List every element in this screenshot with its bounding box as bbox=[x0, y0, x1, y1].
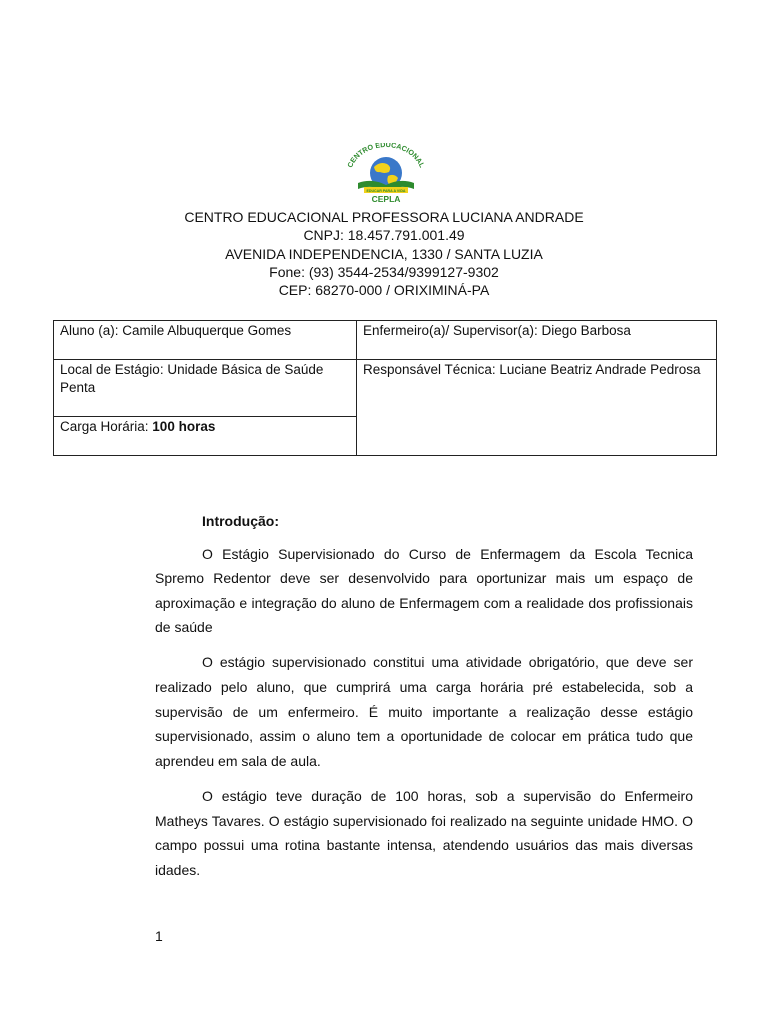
document-body bbox=[155, 509, 693, 893]
table-row bbox=[54, 360, 717, 417]
school-logo bbox=[340, 143, 432, 205]
logo-arc-text: CENTRO EDUCACIONAL bbox=[345, 143, 427, 169]
student-cell: Aluno (a): Camile Albuquerque Gomes bbox=[54, 321, 357, 360]
paragraph: O estágio teve duração de 100 horas, sob a supervisão do Enfermeiro Matheys Tavares. O estágio supervisionado foi realizado na seguinte unidade HMO. O campo possui uma rotina bastante intensa, atendendo usuários das mais diversas idades. bbox=[155, 787, 693, 878]
school-cnpj: CNPJ: 18.457.791.001.49 bbox=[303, 227, 465, 244]
school-address: AVENIDA INDEPENDENCIA, 1330 / SANTA LUZIA bbox=[225, 245, 543, 262]
logo-wordmark: CEPLA bbox=[371, 194, 401, 204]
workload-cell bbox=[54, 417, 357, 456]
workload-label: Carga Horária: bbox=[60, 419, 153, 434]
internship-info-table bbox=[53, 320, 717, 456]
section-title: Introdução: bbox=[202, 513, 279, 529]
table-row bbox=[54, 321, 717, 360]
school-name: CENTRO EDUCACIONAL PROFESSORA LUCIANA ANDRADE bbox=[184, 209, 584, 225]
supervisor-cell: Enfermeiro(a)/ Supervisor(a): Diego Barbosa bbox=[357, 321, 717, 360]
page-number: 1 bbox=[155, 928, 163, 944]
paragraph: O Estágio Supervisionado do Curso de Enfermagem da Escola Tecnica Spremo Redentor deve ser desenvolvido para oportunizar mais um espaço de aproximação e integração do aluno de Enfermagem com a realidade dos profissionais de saúde bbox=[155, 545, 693, 636]
location-cell: Local de Estágio: Unidade Básica de Saúde Penta bbox=[54, 360, 357, 417]
technical-responsible-cell: Responsável Técnica: Luciane Beatriz Andrade Pedrosa bbox=[357, 360, 717, 456]
school-phone: Fone: (93) 3544-2534/9399127-9302 bbox=[269, 263, 499, 280]
school-cep: CEP: 68270-000 / ORIXIMINÁ-PA bbox=[278, 282, 490, 299]
logo-ribbon-text: EDUCAR PARA A VIDA bbox=[366, 189, 406, 193]
school-header bbox=[0, 208, 768, 299]
paragraph: O estágio supervisionado constitui uma atividade obrigatório, que deve ser realizado pelo aluno, que cumprirá uma carga horária pré estabelecida, sob a supervisão de um enfermeiro. É muito importante a realização desse estágio supervisionado, assim o aluno tem a oportunidade de colocar em prática tudo que aprendeu em sala de aula. bbox=[155, 654, 693, 769]
workload-value: 100 horas bbox=[152, 419, 216, 434]
